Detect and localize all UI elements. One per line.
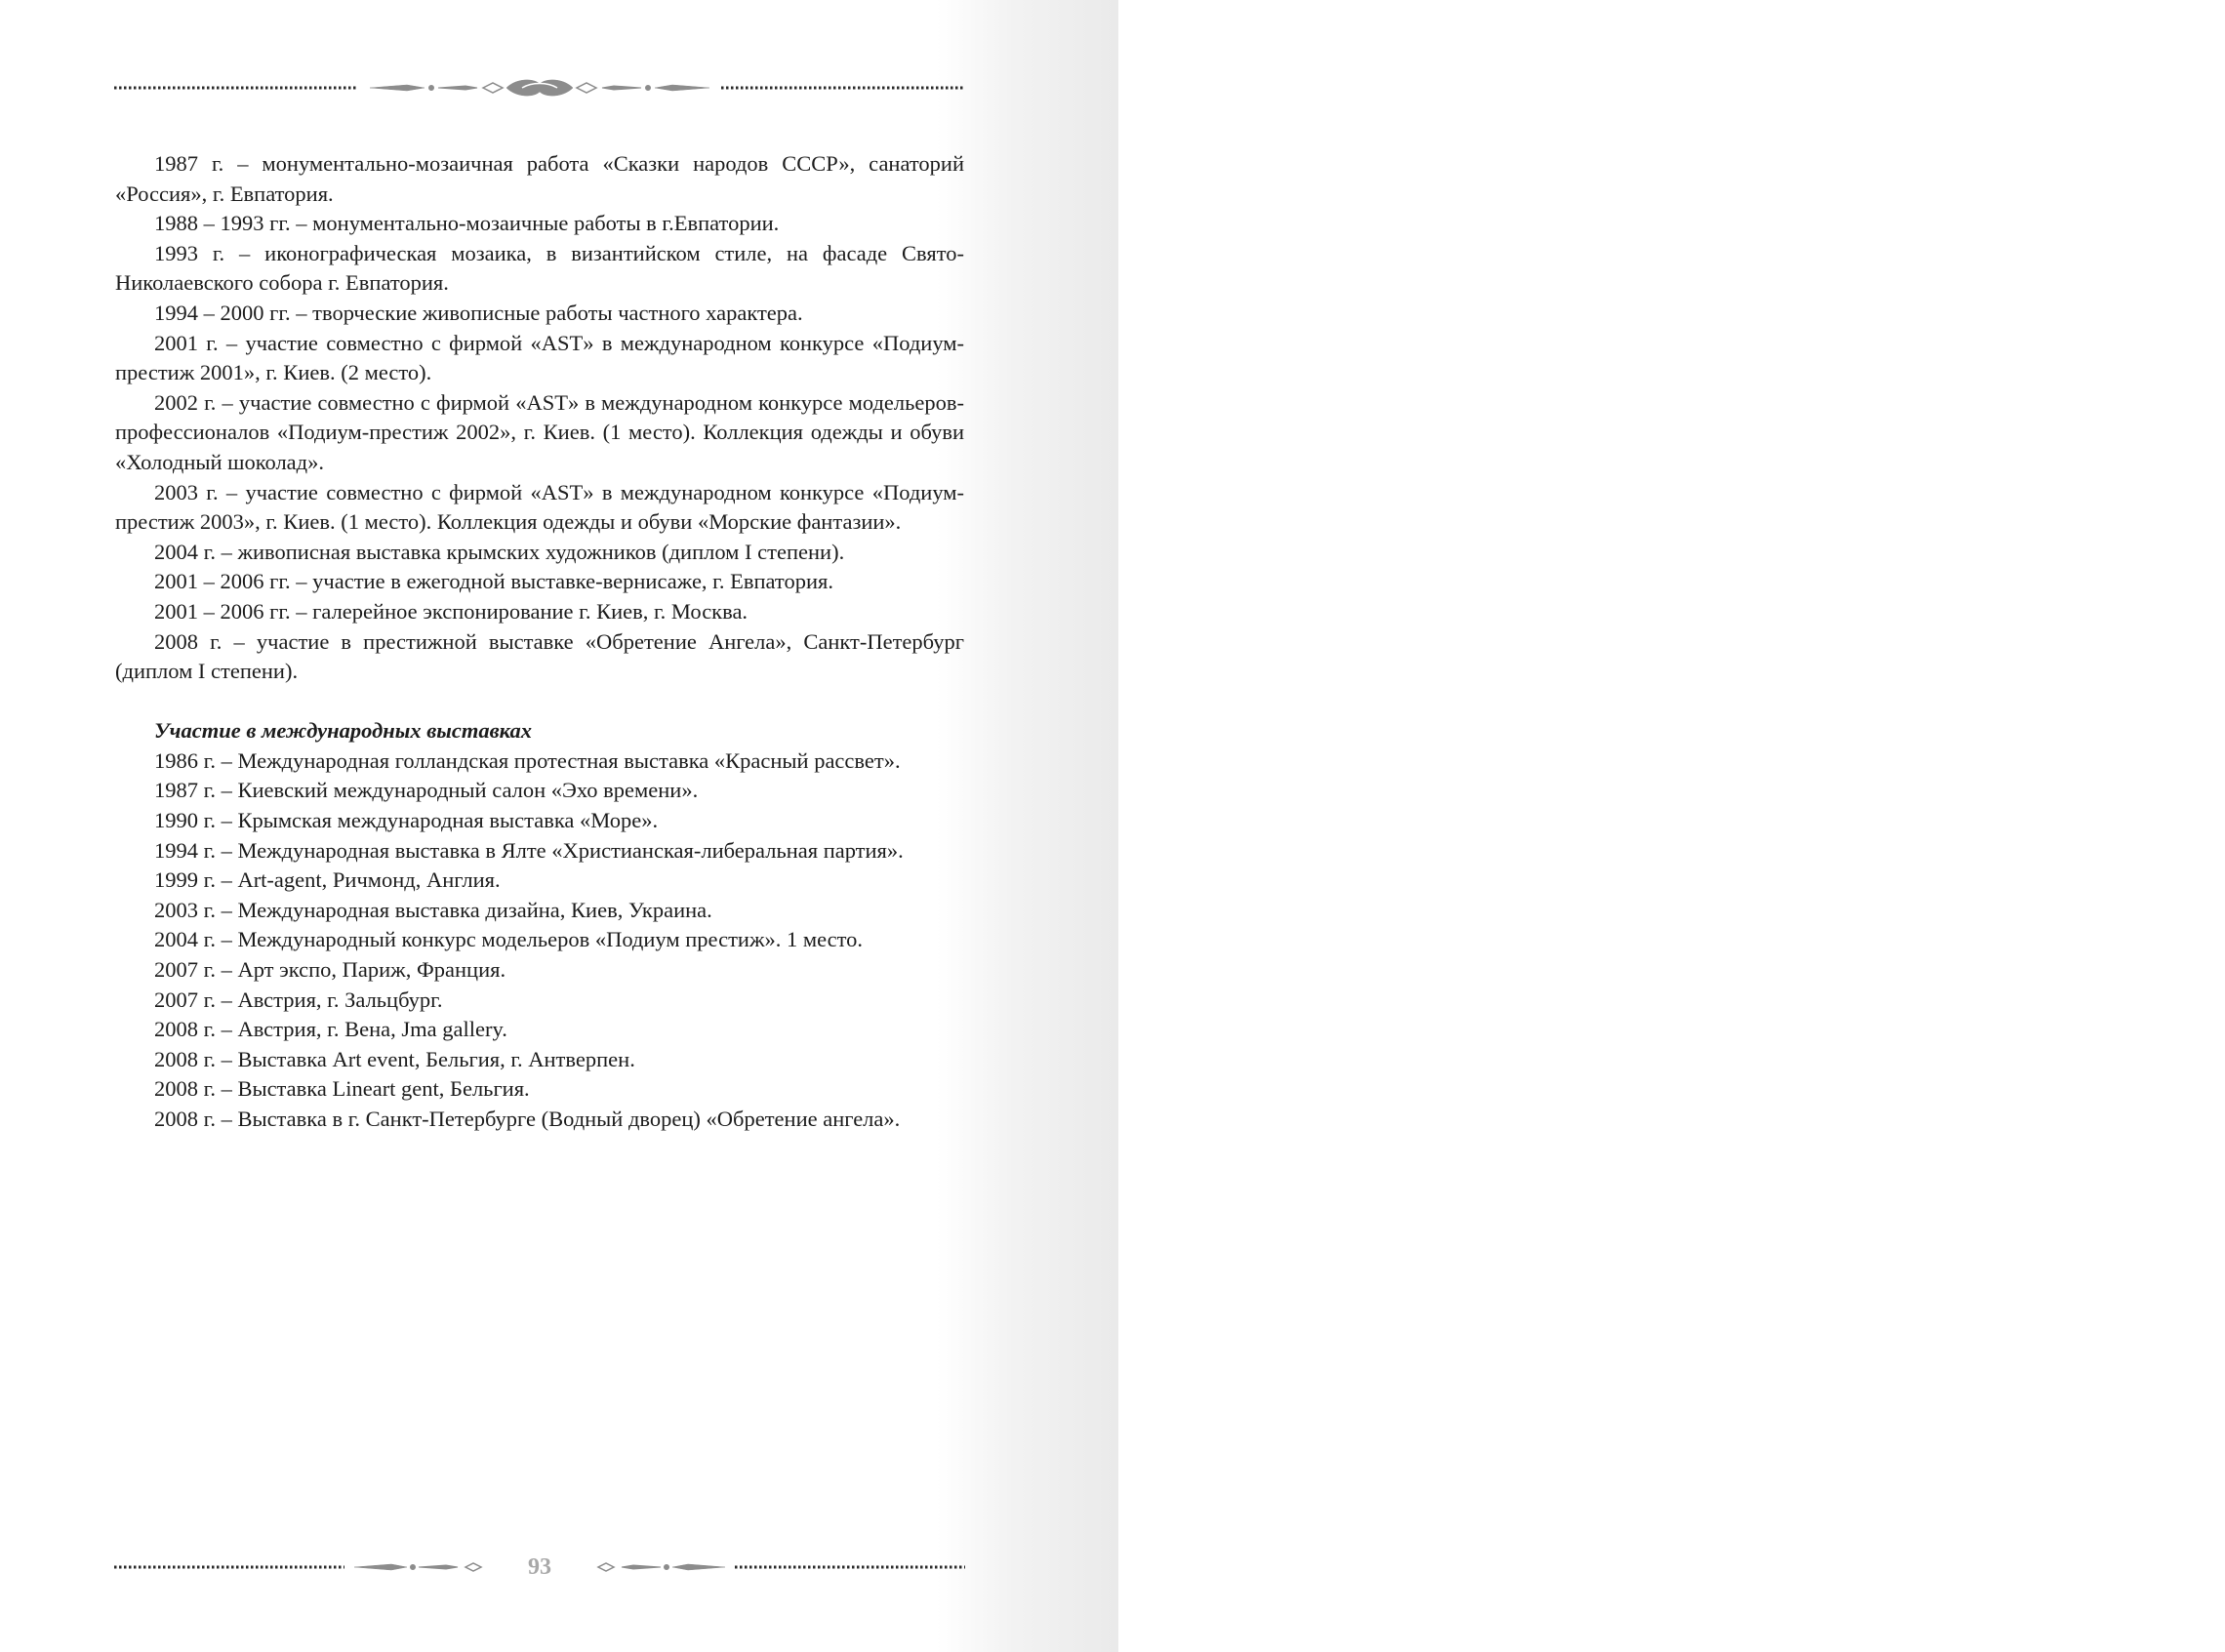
exhibition-entry: 1999 г. – Art-agent, Ричмонд, Англия.	[154, 867, 501, 893]
chronology-entry: 1987 г. – монументально-мозаичная работа «Сказки народов СССР», санаторий «Россия», г. Евпатория.	[115, 151, 964, 206]
page-body	[115, 149, 964, 1135]
exhibition-entry: 2007 г. – Австрия, г. Зальцбург.	[154, 987, 443, 1012]
chronology-entry: 2001 г. – участие совместно с фирмой «AST» в международном конкурсе «Подиум-престиж 2001», г. Киев. (2 место).	[115, 330, 964, 385]
section-heading: Участие в международных выставках	[154, 718, 533, 744]
chronology-entry: 2001 – 2006 гг. – участие в ежегодной выставке-вернисаже, г. Евпатория.	[154, 569, 833, 594]
footer-ornament	[114, 1555, 965, 1579]
right-page-blank	[1118, 0, 2225, 1652]
chronology-entry: 1988 – 1993 гг. – монументально-мозаичные работы в г.Евпатории.	[154, 211, 780, 236]
chronology-entry: 1994 – 2000 гг. – творческие живописные работы частного характера.	[154, 300, 803, 325]
exhibition-entry: 2007 г. – Арт экспо, Париж, Франция.	[154, 957, 506, 983]
exhibition-entry: 2008 г. – Выставка в г. Санкт-Петербурге (Водный дворец) «Обретение ангела».	[154, 1107, 901, 1131]
chronology-entry: 2008 г. – участие в престижной выставке «Обретение Ангела», Санкт-Петербург (диплом I степени).	[115, 628, 964, 684]
section-spacer	[115, 687, 964, 717]
exhibition-entry: 1990 г. – Крымская международная выставка «Море».	[154, 808, 659, 833]
exhibition-entry: 2003 г. – Международная выставка дизайна, Киев, Украина.	[154, 897, 712, 922]
header-ornament	[114, 76, 965, 100]
exhibition-entry: 2008 г. – Выставка Lineart gent, Бельгия.	[154, 1076, 530, 1102]
chronology-entry: 2002 г. – участие совместно с фирмой «AST» в международном конкурсе модельеров-профессионалов «Подиум-престиж 2002», г. Киев. (1 место). Коллекция одежды и обуви «Холодный шоколад».	[115, 389, 964, 474]
chronology-entry: 1993 г. – иконографическая мозаика, в византийском стиле, на фасаде Свято-Николаевского собора г. Евпатория.	[115, 240, 964, 296]
exhibition-entry: 2008 г. – Австрия, г. Вена, Jma gallery.	[154, 1017, 507, 1042]
chronology-entry: 2001 – 2006 гг. – галерейное экспонирование г. Киев, г. Москва.	[154, 598, 748, 624]
exhibition-entry: 2008 г. – Выставка Art event, Бельгия, г. Антверпен.	[154, 1046, 635, 1071]
exhibition-entry: 1986 г. – Международная голландская протестная выставка «Красный рассвет».	[154, 747, 901, 773]
chronology-entry: 2003 г. – участие совместно с фирмой «AST» в международном конкурсе «Подиум-престиж 2003», г. Киев. (1 место). Коллекция одежды и обуви «Морские фантазии».	[115, 479, 964, 535]
exhibition-entry: 2004 г. – Международный конкурс модельеров «Подиум престиж». 1 место.	[154, 927, 864, 952]
exhibition-entry: 1987 г. – Киевский международный салон «Эхо времени».	[154, 778, 699, 803]
chronology-entry: 2004 г. – живописная выставка крымских художников (диплом I степени).	[154, 539, 845, 564]
page-number: 93	[528, 1554, 551, 1580]
exhibition-entry: 1994 г. – Международная выставка в Ялте «Христианская-либеральная партия».	[154, 837, 904, 863]
